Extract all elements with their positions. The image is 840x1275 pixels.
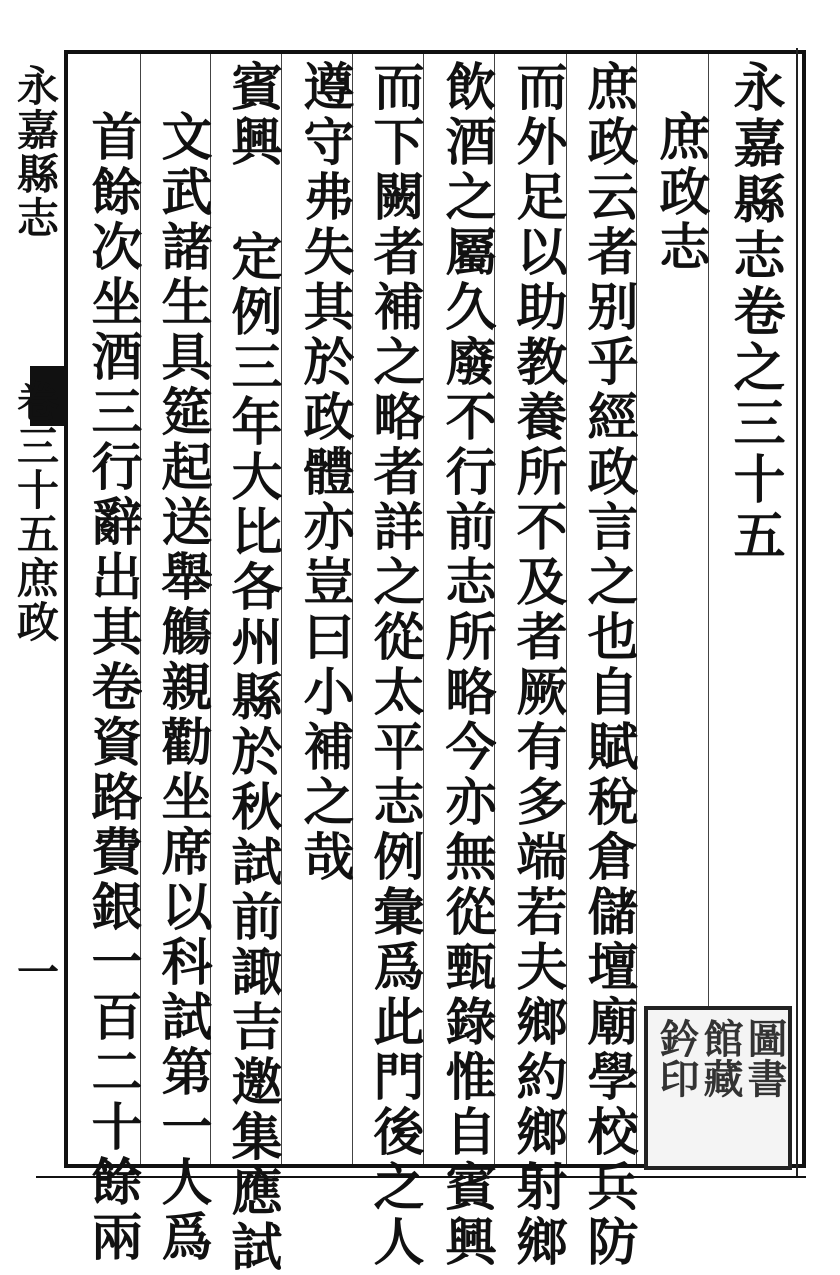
subsection-heading: 賓興 [222, 60, 282, 170]
text-column-6 [222, 60, 282, 1275]
text-column-5: 遵守弗失其於政體亦豈曰小補之哉 [294, 60, 354, 885]
text-column-7: 文武諸生具筵起送舉觴親勸坐席以科試第一人爲 [152, 110, 212, 1265]
text-column-1: 庶政云者别乎經政言之也自賦稅倉儲壇廟學校兵防 [578, 60, 638, 1270]
volume-title: 永嘉縣志卷之三十五 [724, 60, 785, 564]
margin-volume: 卷三十五 [11, 380, 60, 556]
margin-book-title: 永嘉縣志 [11, 64, 60, 240]
text-column-3: 飲酒之屬久廢不行前志所略今亦無從甄錄惟自賓興 [436, 60, 496, 1270]
seal-text: 圖書 [741, 1018, 788, 1098]
section-title: 庶政志 [650, 110, 710, 275]
seal-text: 鈐印 [653, 1018, 700, 1098]
text-column-8: 首餘次坐酒三行辭出其卷資路費銀一百二十餘兩 [82, 110, 142, 1265]
text-column-6-body: 定例三年大比各州縣於秋試前諏吉邀集應試 [222, 230, 282, 1275]
margin-page-number: 一 [11, 950, 60, 994]
margin-section [12, 380, 58, 644]
margin-section-name: 庶政 [11, 556, 60, 644]
seal-text: 館藏 [697, 1018, 744, 1098]
right-rule [796, 48, 798, 1176]
text-column-2: 而外足以助教養所不及者厥有多端若夫鄉約鄉射鄉 [507, 60, 567, 1270]
library-seal-stamp [644, 1006, 792, 1170]
margin-strip [0, 50, 64, 1168]
text-column-4: 而下闕者補之略者詳之從太平志例彙爲此門後之人 [364, 60, 424, 1270]
